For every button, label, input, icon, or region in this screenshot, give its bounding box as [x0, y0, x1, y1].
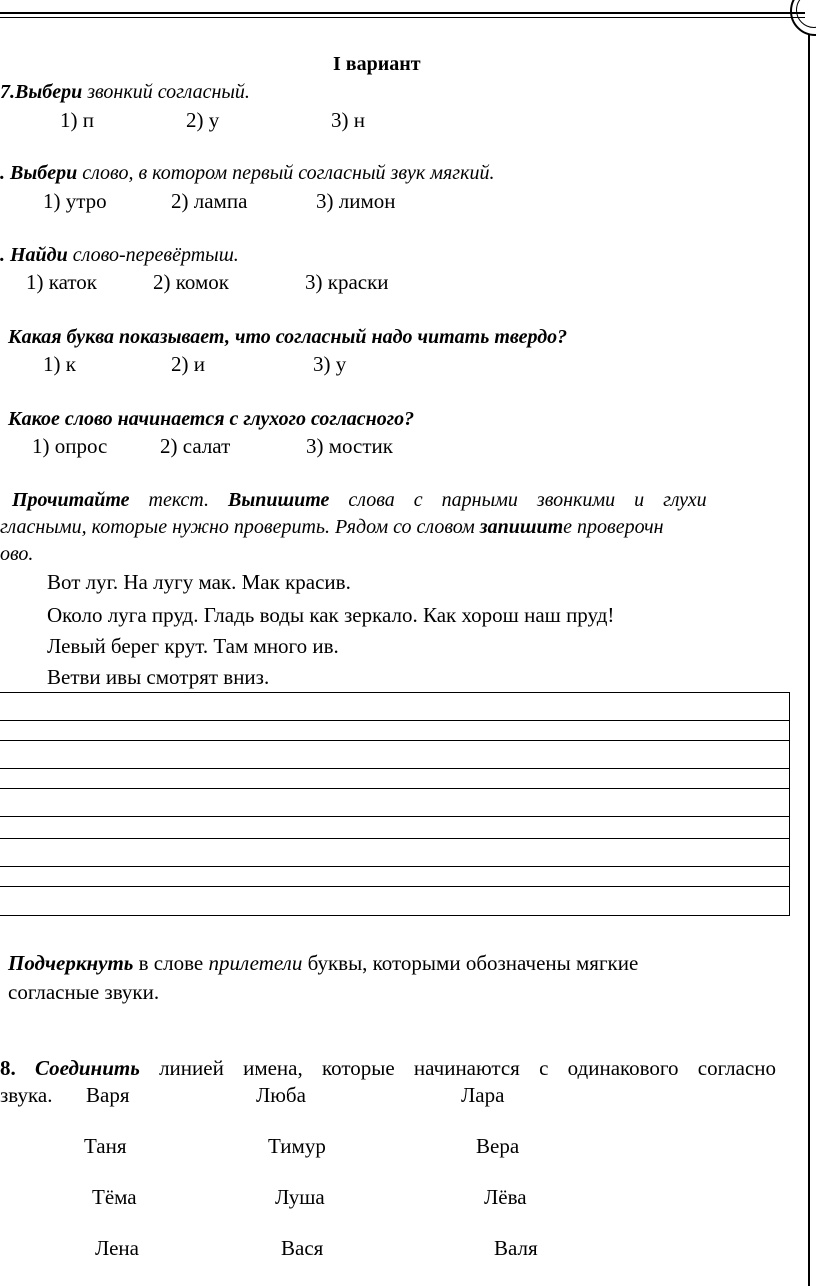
q1-option-3: 3) н — [331, 108, 365, 132]
page-border-top — [0, 12, 805, 14]
question-number: . — [0, 244, 5, 266]
question-6-line-2 — [0, 515, 664, 539]
reading-text-line: Около луга пруд. Гладь воды как зеркало. Как хорош наш пруд! — [47, 603, 615, 627]
question-number: 8. — [0, 1056, 16, 1080]
reading-text-line: Вот луг. На лугу мак. Мак красив. — [47, 570, 351, 594]
page-border-right — [808, 34, 810, 1286]
name-item: Лара — [461, 1083, 505, 1107]
question-text: линией имена, которые начинаются с одинакового согласно — [139, 1056, 777, 1080]
q2-option-2: 2) лампа — [171, 189, 248, 213]
name-item: Лёва — [484, 1185, 527, 1209]
q3-option-2: 2) комок — [153, 270, 229, 294]
question-6-line-3: ово. — [0, 543, 34, 565]
name-item: Вера — [476, 1134, 520, 1158]
question-4: Какая буква показывает, что согласный надо читать твердо? — [8, 326, 568, 348]
q4-option-1: 1) к — [43, 352, 76, 376]
question-text: гласными, которые нужно проверить. Рядом со словом — [0, 516, 480, 538]
answer-line — [0, 886, 789, 887]
question-verb: Выбери — [15, 81, 83, 103]
q2-option-1: 1) утро — [43, 189, 107, 213]
question-verb: Выбери — [10, 162, 78, 184]
question-8-line-2: звука. — [0, 1083, 53, 1107]
answer-line — [0, 866, 789, 867]
answer-line — [0, 788, 789, 789]
variant-title: I вариант — [333, 53, 421, 75]
q4-option-3: 3) у — [313, 352, 347, 376]
q5-option-1: 1) опрос — [32, 434, 108, 458]
q3-option-3: 3) краски — [305, 270, 389, 294]
question-1 — [0, 80, 250, 104]
question-number: . — [0, 162, 5, 184]
question-5: Какое слово начинается с глухого согласного? — [8, 408, 415, 430]
q4-option-2: 2) и — [171, 352, 205, 376]
q1-option-2: 2) у — [186, 108, 220, 132]
question-text: звонкий согласный. — [82, 81, 250, 103]
question-7-line-1 — [8, 951, 638, 975]
question-verb: запишит — [479, 516, 564, 538]
answer-lines-box — [0, 692, 790, 916]
name-item: Таня — [84, 1134, 127, 1158]
answer-line — [0, 740, 789, 741]
q5-option-2: 2) салат — [160, 434, 231, 458]
question-2 — [0, 161, 494, 185]
answer-line — [0, 768, 789, 769]
question-verb: Найди — [10, 244, 68, 266]
name-item: Валя — [494, 1236, 538, 1260]
name-item: Тёма — [92, 1185, 137, 1209]
name-item: Тимур — [268, 1134, 326, 1158]
question-verb: Выпишите — [228, 489, 330, 511]
answer-line — [0, 838, 789, 839]
reading-text-line: Левый берег крут. Там много ив. — [47, 634, 339, 658]
question-verb: Прочитайте — [12, 489, 130, 511]
q5-option-3: 3) мостик — [306, 434, 393, 458]
name-item: Лена — [95, 1236, 139, 1260]
question-verb: Подчеркнуть — [8, 951, 134, 975]
question-word: прилетели — [208, 951, 303, 975]
q2-option-3: 3) лимон — [316, 189, 396, 213]
question-6-line-1 — [12, 488, 707, 512]
question-text: слова с парными звонкими и глухи — [329, 489, 707, 511]
q1-option-1: 1) п — [60, 108, 94, 132]
page-border-top-inner — [0, 17, 805, 18]
question-8-line-1 — [0, 1056, 776, 1080]
question-verb: Соединить — [35, 1056, 140, 1080]
name-item: Люба — [256, 1083, 306, 1107]
answer-line — [0, 816, 789, 817]
question-text: слово-перевёртыш. — [67, 244, 239, 266]
q3-option-1: 1) каток — [26, 270, 98, 294]
question-text: буквы, которыми обозначены мягкие — [302, 951, 639, 975]
question-text: слово, в котором первый согласный звук мягкий. — [77, 162, 495, 184]
question-text: е проверочн — [563, 516, 664, 538]
question-text: в слове — [133, 951, 209, 975]
reading-text-line: Ветви ивы смотрят вниз. — [47, 665, 270, 689]
question-7-line-2: согласные звуки. — [8, 980, 160, 1004]
question-3 — [0, 243, 239, 267]
name-item: Вася — [281, 1236, 324, 1260]
answer-line — [0, 720, 789, 721]
question-text: текст. — [129, 489, 228, 511]
question-number: 7. — [0, 81, 15, 103]
name-item: Варя — [86, 1083, 130, 1107]
name-item: Луша — [275, 1185, 325, 1209]
